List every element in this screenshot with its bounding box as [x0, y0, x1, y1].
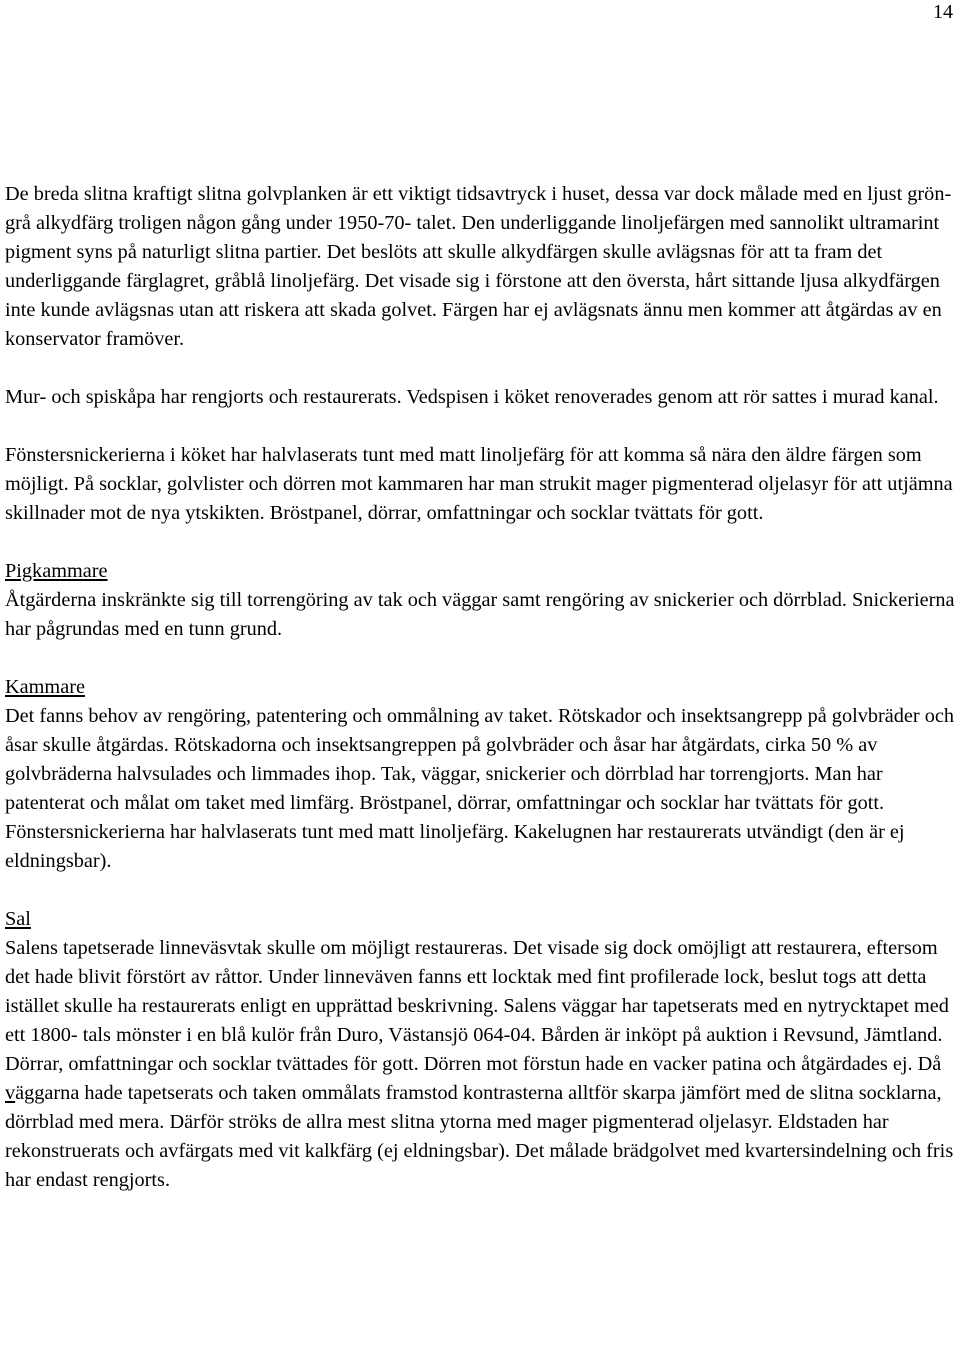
document-body [5, 180, 957, 1195]
heading-pigkammare: Pigkammare [5, 560, 108, 582]
paragraph-pigkammare: Åtgärderna inskränkte sig till torrengöring av tak och väggar samt rengöring av snickerier och dörrblad. Snickerierna har pågrundas med en tunn grund. [5, 589, 955, 640]
sal-text-after: äggarna hade tapetserats och taken ommålats framstod kontrasterna alltför skarpa jämfört med de slitna socklarna, dörrblad med mera. Därför ströks de allra mest slitna ytorna med mager pigmenterad oljelasyr. Eldstaden har rekonstruerats och avfärgats med vit kalkfärg (ej eldningsbar). Det målade brädgolvet med kvartersindelning och fris har endast rengjorts. [5, 1082, 954, 1191]
paragraph-kammare: Det fanns behov av rengöring, patentering och ommålning av taket. Rötskador och insektsangrepp på golvbräder och åsar skulle åtgärdas. Rötskadorna och insektsangreppen på golvbräder och åsar har åtgärdats, cirka 50 % av golvbräderna halvsulades och limmades ihop. Tak, väggar, snickerier och dörrblad har torrengjorts. Man har patenterat och målat om taket med limfärg. Bröstpanel, dörrar, omfattningar och socklar har tvättats för gott. Fönstersnickerierna har halvlaserats tunt med matt linoljefärg. Kakelugnen har restaurerats utvändigt (den är ej eldningsbar). [5, 705, 955, 872]
paragraph-sal [5, 934, 957, 1195]
paragraph-mur: Mur- och spiskåpa har rengjorts och restaurerats. Vedspisen i köket renoverades genom att rör sattes i murad kanal. [5, 386, 939, 408]
heading-kammare: Kammare [5, 676, 85, 698]
sal-text-before: Salens tapetserade linneväsvtak skulle om möjligt restaureras. Det visade sig dock omöjligt att restaurera, eftersom det hade blivit förstört av råttor. Under linneväven fanns ett locktak med fint profilerade lock, beslut togs att detta istället skulle ha restaurerats enligt en upprättad beskrivning. Salens väggar har tapetserats med en nytrycktapet med ett 1800- tals mönster i en blå kulör från Duro, Västansjö 064-04. Bården är inköpt på auktion i Revsund, Jämtland. Dörrar, omfattningar och socklar tvättades för gott. Dörren mot förstun hade en vacker patina och åtgärdades ej. Då [5, 937, 949, 1075]
sal-underlined-letter: v [5, 1082, 16, 1104]
paragraph-golv: De breda slitna kraftigt slitna golvplanken är ett viktigt tidsavtryck i huset, dessa var dock målade med en ljust grön-grå alkydfärg troligen någon gång under 1950-70- talet. Den underliggande linoljefärgen med sannolikt ultramarint pigment syns på naturligt slitna partier. Det beslöts att skulle alkydfärgen skulle avlägsnas för att ta fram det underliggande färglagret, gråblå linoljefärg. Det visade sig i förstone att den översta, hårt sittande ljusa alkydfärgen inte kunde avlägsnas utan att riskera att skada golvet. Färgen har ej avlägsnats ännu men kommer att åtgärdas av en konservator framöver. [5, 183, 952, 350]
heading-sal: Sal [5, 908, 31, 930]
paragraph-fonster: Fönstersnickerierna i köket har halvlaserats tunt med matt linoljefärg för att komma så nära den äldre färgen som möjligt. På socklar, golvlister och dörren mot kammaren har man strukit mager pigmenterad oljelasyr för att utjämna skillnader mot de nya ytskikten. Bröstpanel, dörrar, omfattningar och socklar tvättats för gott. [5, 444, 953, 524]
page-number: 14 [933, 1, 953, 23]
